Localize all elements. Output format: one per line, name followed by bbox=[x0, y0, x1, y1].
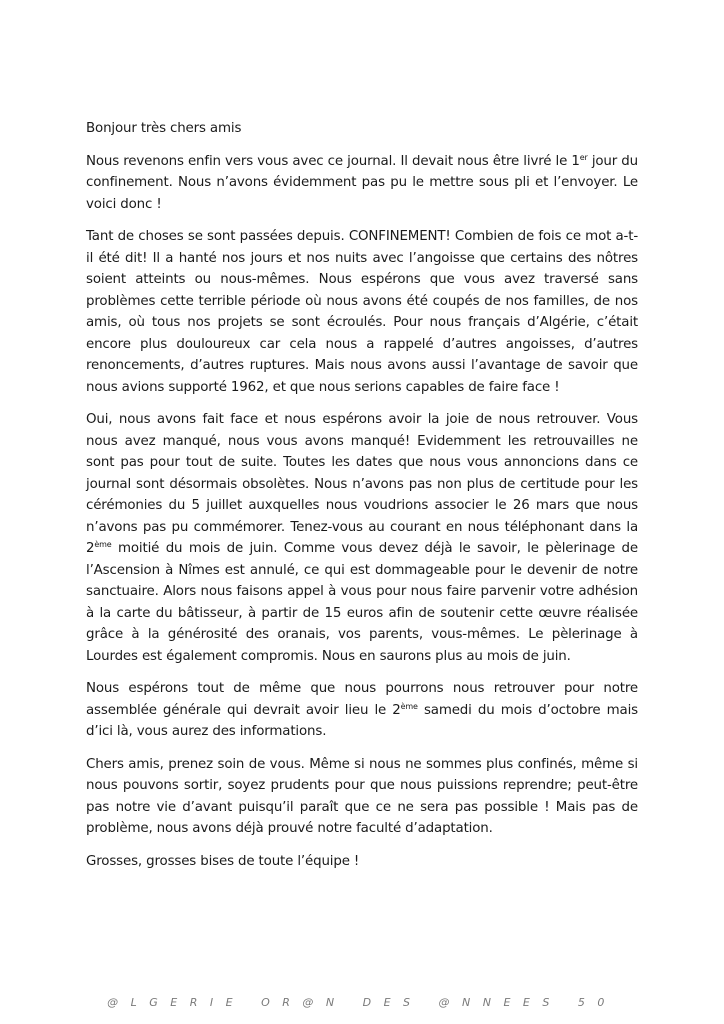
paragraph-text: Oui, nous avons fait face et nous espérons avoir la joie de nous retrouver. Vous nous avez manqué, nous vous avons manqué! Evidemment les retrouvailles ne sont pas pour tout de suite. Toutes les dates que nous vous annoncions dans ce journal sont désormais obsolètes. Nous n’avons pas non plus de certitude pour les cérémonies du 5 juillet auxquelles nous voudrions associer le 26 mars que nous n’avons pas pu commémorer. Tenez-vous au courant en nous téléphonant dans la 2 bbox=[86, 412, 638, 556]
paragraph-text: moitié du mois de juin. Comme vous devez déjà le savoir, le pèlerinage de l’Ascension à Nîmes est annulé, ce qui est dommageable pour le devenir de notre sanctuaire. Alors nous faisons appel à vous pour nous faire parvenir votre adhésion à la carte du bâtisseur, à partir de 15 euros afin de soutenir cette œuvre réalisée grâce à la générosité des oranais, vos parents, vous-mêmes. Le pèlerinage à Lourdes est également compromis. Nous en saurons plus au mois de juin. bbox=[86, 541, 638, 664]
closing-line: Grosses, grosses bises de toute l’équipe ! bbox=[86, 853, 360, 869]
paragraph-text: Nous revenons enfin vers vous avec ce journal. Il devait nous être livré le 1 bbox=[86, 153, 580, 169]
paragraph-take-care: Chers amis, prenez soin de vous. Même si nous ne sommes plus confinés, même si nous pouvons sortir, soyez prudents pour que nous puissions reprendre; peut-être pas notre vie d’avant puisqu’il paraît que ce ne sera pas possible ! Mais pas de problème, nous avons déjà prouvé notre faculté d’adaptation. bbox=[86, 756, 638, 836]
paragraph-text: jour du confinement. Nous n’avons évidemment pas pu le mettre sous pli et l’envoyer. Le voici donc ! bbox=[86, 153, 638, 212]
paragraph-text: samedi du mois d’octobre mais d’ici là, vous aurez des informations. bbox=[86, 702, 638, 739]
ordinal-superscript: ème bbox=[400, 701, 418, 711]
footer-banner: @LGERIE OR@N DES @NNEES 50 bbox=[107, 996, 617, 1009]
paragraph-events bbox=[86, 409, 638, 667]
ordinal-superscript: ème bbox=[94, 540, 112, 549]
paragraph-text: Nous espérons tout de même que nous pourrons nous retrouver pour notre assemblée générale qui devrait avoir lieu le 2 bbox=[86, 681, 638, 718]
paragraph-confinement: Tant de choses se sont passées depuis. CONFINEMENT! Combien de fois ce mot a-t-il été dit! Il a hanté nos jours et nos nuits avec l’angoisse que certains des nôtres soient atteints ou nous-mêmes. Nous espérons que vous avez traversé sans problèmes cette terrible période où nous avons été coupés de nos familles, de nos amis, où tous nos projets se sont écroulés. Pour nous français d’Algérie, c’était encore plus douloureux car cela nous a rappelé d’autres angoisses, d’autres renoncements, d’autres ruptures. Mais nous avons aussi l’avantage de savoir que nous avions supporté 1962, et que nous serions capables de faire face ! bbox=[86, 229, 638, 395]
ordinal-superscript: er bbox=[579, 152, 588, 162]
paragraph-journal-delay bbox=[86, 151, 638, 216]
paragraph-general-assembly bbox=[86, 678, 638, 743]
letter-body bbox=[86, 118, 638, 883]
greeting: Bonjour très chers amis bbox=[86, 121, 242, 136]
